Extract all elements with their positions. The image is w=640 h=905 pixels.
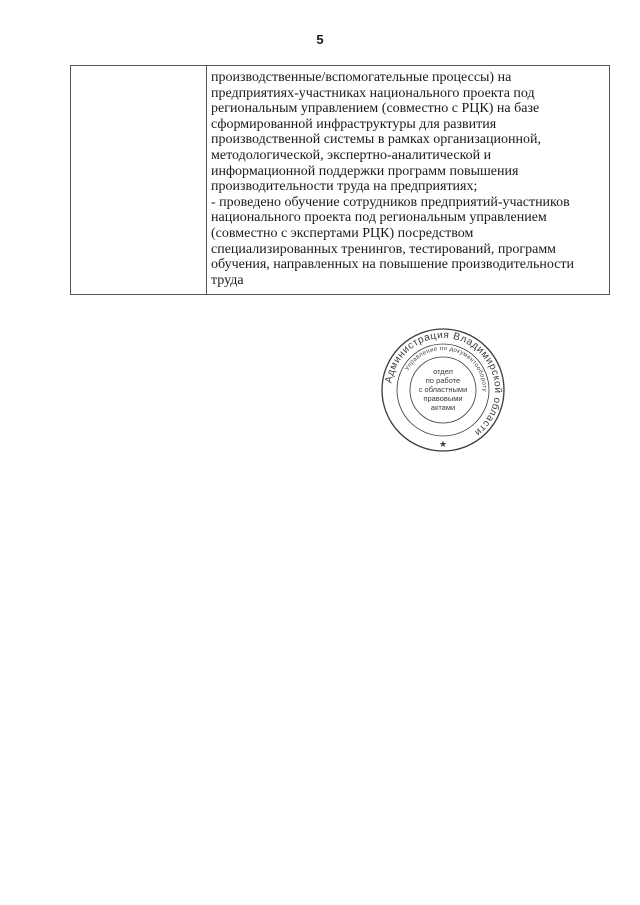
- seal-center-line: по работе: [425, 376, 461, 385]
- cell-text-line: национального проекта под региональным управлением: [211, 210, 547, 226]
- seal-outer-text-path: Администрация Владимирской области: [383, 329, 504, 439]
- cell-text-line: обучения, направленных на повышение производительности: [211, 257, 575, 273]
- seal-center-line: отдел: [433, 367, 453, 376]
- page-number: 5: [316, 32, 324, 47]
- cell-text-line: труда: [211, 272, 244, 288]
- cell-text-line: предприятиях-участниках национального проекта под: [211, 85, 535, 101]
- seal-center-line: актами: [430, 403, 456, 412]
- cell-text-line: сформированной инфраструктуры для развития: [211, 116, 497, 132]
- cell-text-line: производственные/вспомогательные процессы) на: [211, 70, 512, 85]
- cell-text-line: региональным управлением (совместно с РЦК) на базе: [211, 101, 540, 117]
- cell-text-line: информационной поддержки программ повышения: [211, 163, 519, 179]
- table-cell-right: [207, 66, 610, 295]
- cell-text-line: методологической, экспертно-аналитической и: [211, 147, 492, 163]
- cell-text-line: производительности труда на предприятиях;: [211, 179, 478, 195]
- table-cell-left: [71, 66, 207, 295]
- table-row: [71, 66, 610, 295]
- seal-star-icon: ★: [438, 439, 448, 449]
- cell-text-line: - проведено обучение сотрудников предприятий-участников: [211, 194, 570, 210]
- seal-center-text: [380, 367, 506, 412]
- seal-center-line: с областными: [418, 385, 468, 394]
- seal-middle-text-path: Управление по документообороту: [404, 345, 488, 392]
- cell-text-line: производственной системы в рамках организационной,: [211, 132, 541, 148]
- content-table: [70, 65, 610, 295]
- cell-text-line: (совместно с экспертами РЦК) посредством: [211, 225, 474, 241]
- cell-text-line: специализированных тренингов, тестирований, программ: [211, 241, 557, 257]
- seal-center-line: правовыми: [423, 394, 463, 403]
